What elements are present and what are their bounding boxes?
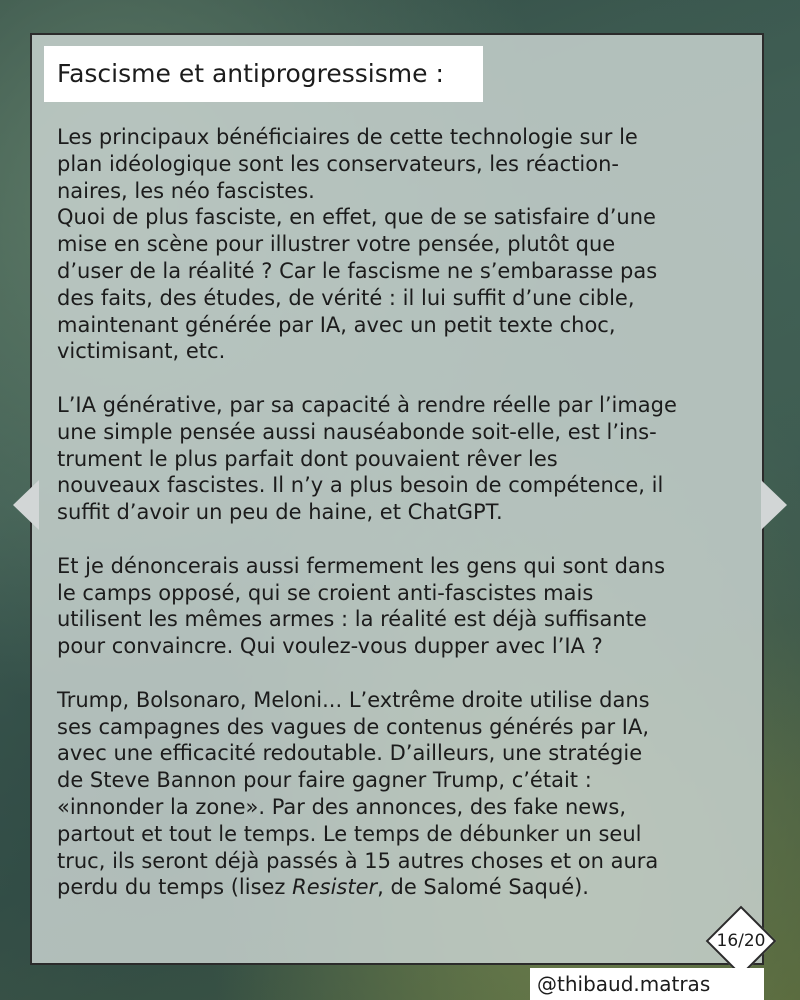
text-line: victimisant, etc. [57,339,226,364]
text-line: partout et tout le temps. Le temps de débunker un seul [57,821,642,846]
body-text [57,124,752,901]
text-line: maintenant générée par IA, avec un petit texte choc, [57,312,616,337]
text-line: Quoi de plus fasciste, en effet, que de se satisfaire d’une [57,205,656,230]
paragraph [57,687,752,901]
text-line [57,874,752,901]
text-line: Les principaux bénéficiaires de cette technologie sur le [57,125,638,149]
chevron-left-icon[interactable] [13,480,39,530]
text-line: nouveaux fascistes. Il n’y a plus besoin de compétence, il [57,473,664,498]
text-line: Et je dénoncerais aussi fermement les gens qui sont dans [57,553,666,578]
text-line: L’IA générative, par sa capacité à rendre réelle par l’image [57,392,677,417]
book-title: Resister [292,875,378,900]
paragraph [57,392,752,526]
text-line: le camps opposé, qui se croient anti-fascistes mais [57,580,594,605]
text-line: Trump, Bolsonaro, Meloni... L’extrême droite utilise dans [57,687,650,712]
text-line: utilisent les mêmes armes : la réalité est déjà suffisante [57,607,647,632]
text-line: d’user de la réalité ? Car le fascisme ne s’embarasse pas [57,258,658,283]
text-line: avec une efficacité redoutable. D’ailleurs, une stratégie [57,741,643,766]
text-line: mise en scène pour illustrer votre pensée, plutôt que [57,232,616,257]
chevron-right-icon[interactable] [761,480,787,530]
author-handle: @thibaud.matras [530,968,764,1000]
content-panel [30,33,764,965]
text-line: de Steve Bannon pour faire gagner Trump, c’était : [57,768,592,793]
text-fragment: perdu du temps (lisez [57,875,293,900]
page-title: Fascisme et antiprogressisme : [44,46,483,102]
text-line: plan idéologique sont les conservateurs, les réaction- [57,151,619,176]
paragraph [57,124,752,365]
text-line: des faits, des études, de vérité : il lui suffit d’une cible, [57,285,635,310]
text-line: «innonder la zone». Par des annonces, des fake news, [57,794,627,819]
text-line: suffit d’avoir un peu de haine, et ChatGPT. [57,500,503,525]
text-line: trument le plus parfait dont pouvaient rêver les [57,446,558,471]
text-line: pour convaincre. Qui voulez-vous dupper avec l’IA ? [57,634,603,659]
page-indicator [705,905,777,977]
text-line: truc, ils seront déjà passés à 15 autres choses et on aura [57,848,659,873]
text-line: une simple pensée aussi nauséabonde soit-elle, est l’ins- [57,419,657,444]
paragraph [57,553,752,660]
text-line: ses campagnes des vagues de contenus générés par IA, [57,714,650,739]
page-number: 16/20 [716,931,766,951]
text-line: naires, les néo fascistes. [57,178,315,203]
text-fragment: , de Salomé Saqué). [377,875,589,900]
